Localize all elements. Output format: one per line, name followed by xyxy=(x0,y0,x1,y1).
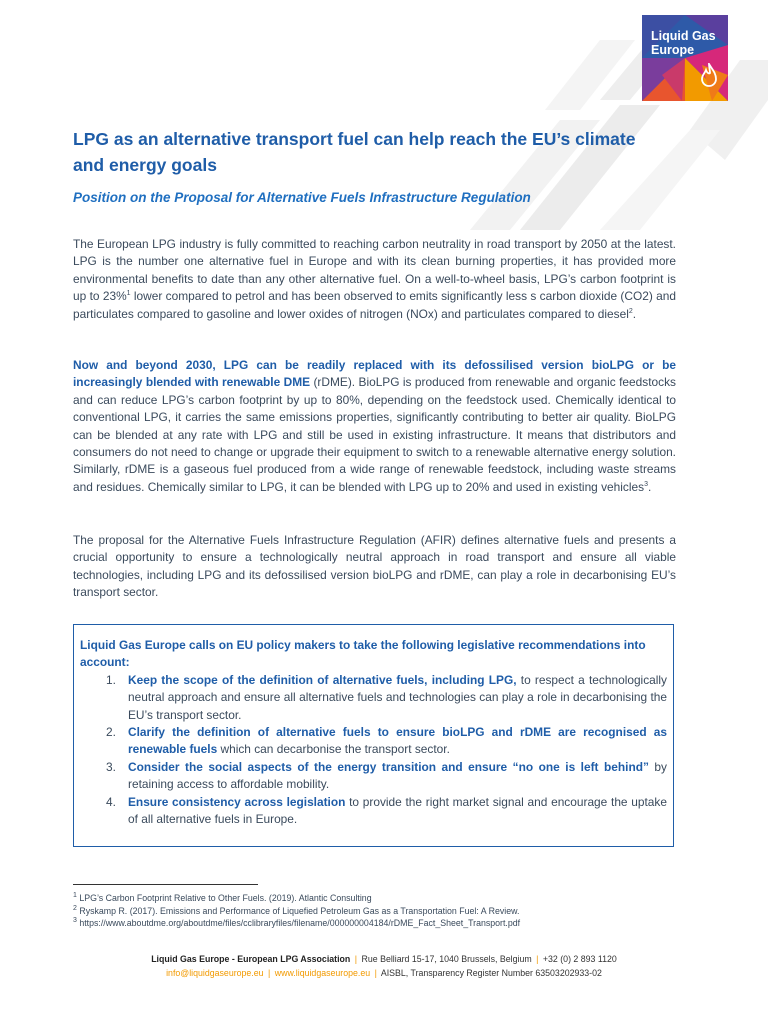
paragraph-afir: The proposal for the Alternative Fuels Infrastructure Regulation (AFIR) defines alternative fuels and presents a crucial opportunity to ensure a technologically neutral approach in road transport and ensure all viable technologies, including LPG and its defossilised version bioLPG and rDME, can play a role in decarbonising EU’s transport sector. xyxy=(73,533,676,600)
rec-text: which can decarbonise the transport sector. xyxy=(217,742,450,757)
rec-number: 1. xyxy=(106,672,116,687)
footer-line2 xyxy=(60,966,708,980)
footnote[interactable] xyxy=(73,917,693,930)
recommendation-item xyxy=(80,794,667,829)
rec-number: 2. xyxy=(106,725,116,740)
rec-bold: Ensure consistency across legislation xyxy=(128,794,346,809)
footnote xyxy=(73,892,693,905)
footer-email-link[interactable]: info@liquidgaseurope.eu xyxy=(166,968,264,978)
footnote-ref-1: 1 xyxy=(126,290,131,298)
footnote xyxy=(73,905,693,918)
footer-separator: | xyxy=(268,968,271,978)
footer-separator: | xyxy=(354,954,358,964)
logo-line2: Europe xyxy=(651,43,695,57)
footnote-ref-2: 2 xyxy=(628,307,633,315)
footer-line1 xyxy=(60,952,708,966)
rec-text: by retaining access to affordable mobility. xyxy=(128,759,667,792)
rec-bold: Clarify the definition of alternative fuels to ensure bioLPG and rDME are recognised as renewable fuels xyxy=(128,725,667,757)
recommendations-box xyxy=(73,624,674,847)
footnote-link[interactable]: https://www.aboutdme.org/aboutdme/files/cclibraryfiles/filename/000000004184/rDME_Fact_Sheet_Transport.pdf xyxy=(76,918,521,928)
page-subtitle: Position on the Proposal for Alternative Fuels Infrastructure Regulation xyxy=(73,190,531,205)
paragraph-biolpg xyxy=(73,357,676,496)
rec-bold: Consider the social aspects of the energy transition and ensure “no one is left behind” xyxy=(128,759,649,774)
rec-number: 3. xyxy=(106,759,116,774)
footer-address: Rue Belliard 15-17, 1040 Brussels, Belgium xyxy=(361,954,532,964)
rec-number: 4. xyxy=(106,794,116,809)
title-line1: LPG as an alternative transport fuel can help reach the EU’s climate xyxy=(73,129,636,149)
footnotes xyxy=(73,892,693,930)
para1-text-a: The European LPG industry is fully committed to reaching carbon neutrality in road transport by 2050 at the latest. LPG is the number one alternative fuel in Europe and with its clean burning properties, it has provided more environmental benefits to date than any other alternative fuel. On a well-to-wheel basis, LPG’s carbon footprint is up to 23% xyxy=(73,237,676,304)
recommendations-intro: Liquid Gas Europe calls on EU policy makers to take the following legislative recommendations into account: xyxy=(80,638,646,670)
footnote-text: Ryskamp R. (2017). Emissions and Performance of Liquefied Petroleum Gas as a Transportation Fuel: A Review. xyxy=(76,905,520,916)
para2-end: . xyxy=(647,479,652,494)
logo-text xyxy=(651,29,716,57)
footer-separator: | xyxy=(536,954,539,964)
para1-text-c: . xyxy=(632,306,637,321)
footnote-divider xyxy=(73,884,258,885)
footnote-number: 1 xyxy=(73,892,77,900)
page-footer xyxy=(60,952,708,980)
footer-registry: AISBL, Transparency Register Number 63503202933-02 xyxy=(380,968,602,978)
liquid-gas-europe-logo xyxy=(642,15,728,101)
para1-text-b: lower compared to petrol and has been observed to emits significantly less s carbon dioxide (CO2) and particulates compared to gasoline and lower oxides of nitrogen (NOx) and particulates compared to diesel xyxy=(73,289,676,321)
paragraph-intro xyxy=(73,236,676,323)
footnote-text: LPG’s Carbon Footprint Relative to Other Fuels. (2019). Atlantic Consulting xyxy=(76,893,372,903)
flame-icon xyxy=(700,63,718,89)
footnote-number: 3 xyxy=(73,917,77,925)
recommendation-item xyxy=(80,672,667,724)
logo-line1: Liquid Gas xyxy=(651,29,716,43)
rec-text: to provide the right market signal and encourage the uptake of all alternative fuels in Europe. xyxy=(128,794,667,827)
footer-website-link[interactable]: www.liquidgaseurope.eu xyxy=(274,968,371,978)
para2-bold: Now and beyond 2030, LPG can be readily replaced with its defossilised version bioLPG or be increasingly blended with renewable DME xyxy=(73,358,676,390)
recommendations-list xyxy=(80,672,667,829)
rec-bold: Keep the scope of the definition of alternative fuels, including LPG, xyxy=(128,672,517,687)
recommendation-item xyxy=(80,724,667,759)
recommendation-item xyxy=(80,759,667,794)
page-title xyxy=(73,126,673,178)
footnote-number: 2 xyxy=(73,904,77,912)
footnote-ref-3: 3 xyxy=(644,480,648,488)
footer-separator: | xyxy=(374,968,377,978)
footer-phone: +32 (0) 2 893 1120 xyxy=(542,954,617,964)
footer-org: Liquid Gas Europe - European LPG Association xyxy=(151,954,351,964)
para2-text: (rDME). BioLPG is produced from renewable and organic feedstocks and can reduce LPG’s carbon footprint by up to 80%, depending on the feedstock used. Chemically identical to conventional LPG, it carries the same emissions properties, significantly contributing to better air quality. BioLPG can be blended at any rate with LPG and still be used in existing infrastructure. It means that distributors and consumers do not need to change or upgrade their equipment to switch to a renewable alternative energy solution. Similarly, rDME is a gaseous fuel produced from a wide range of renewable feedstock, including waste streams and residues. Chemically similar to LPG, it can be blended with LPG up to 20% and used in existing vehicles xyxy=(73,375,676,494)
title-line2: and energy goals xyxy=(73,155,217,175)
rec-text: to respect a technologically neutral approach and ensure all alternative fuels and technologies can play a role in decarbonising the EU’s transport sector. xyxy=(128,672,667,722)
